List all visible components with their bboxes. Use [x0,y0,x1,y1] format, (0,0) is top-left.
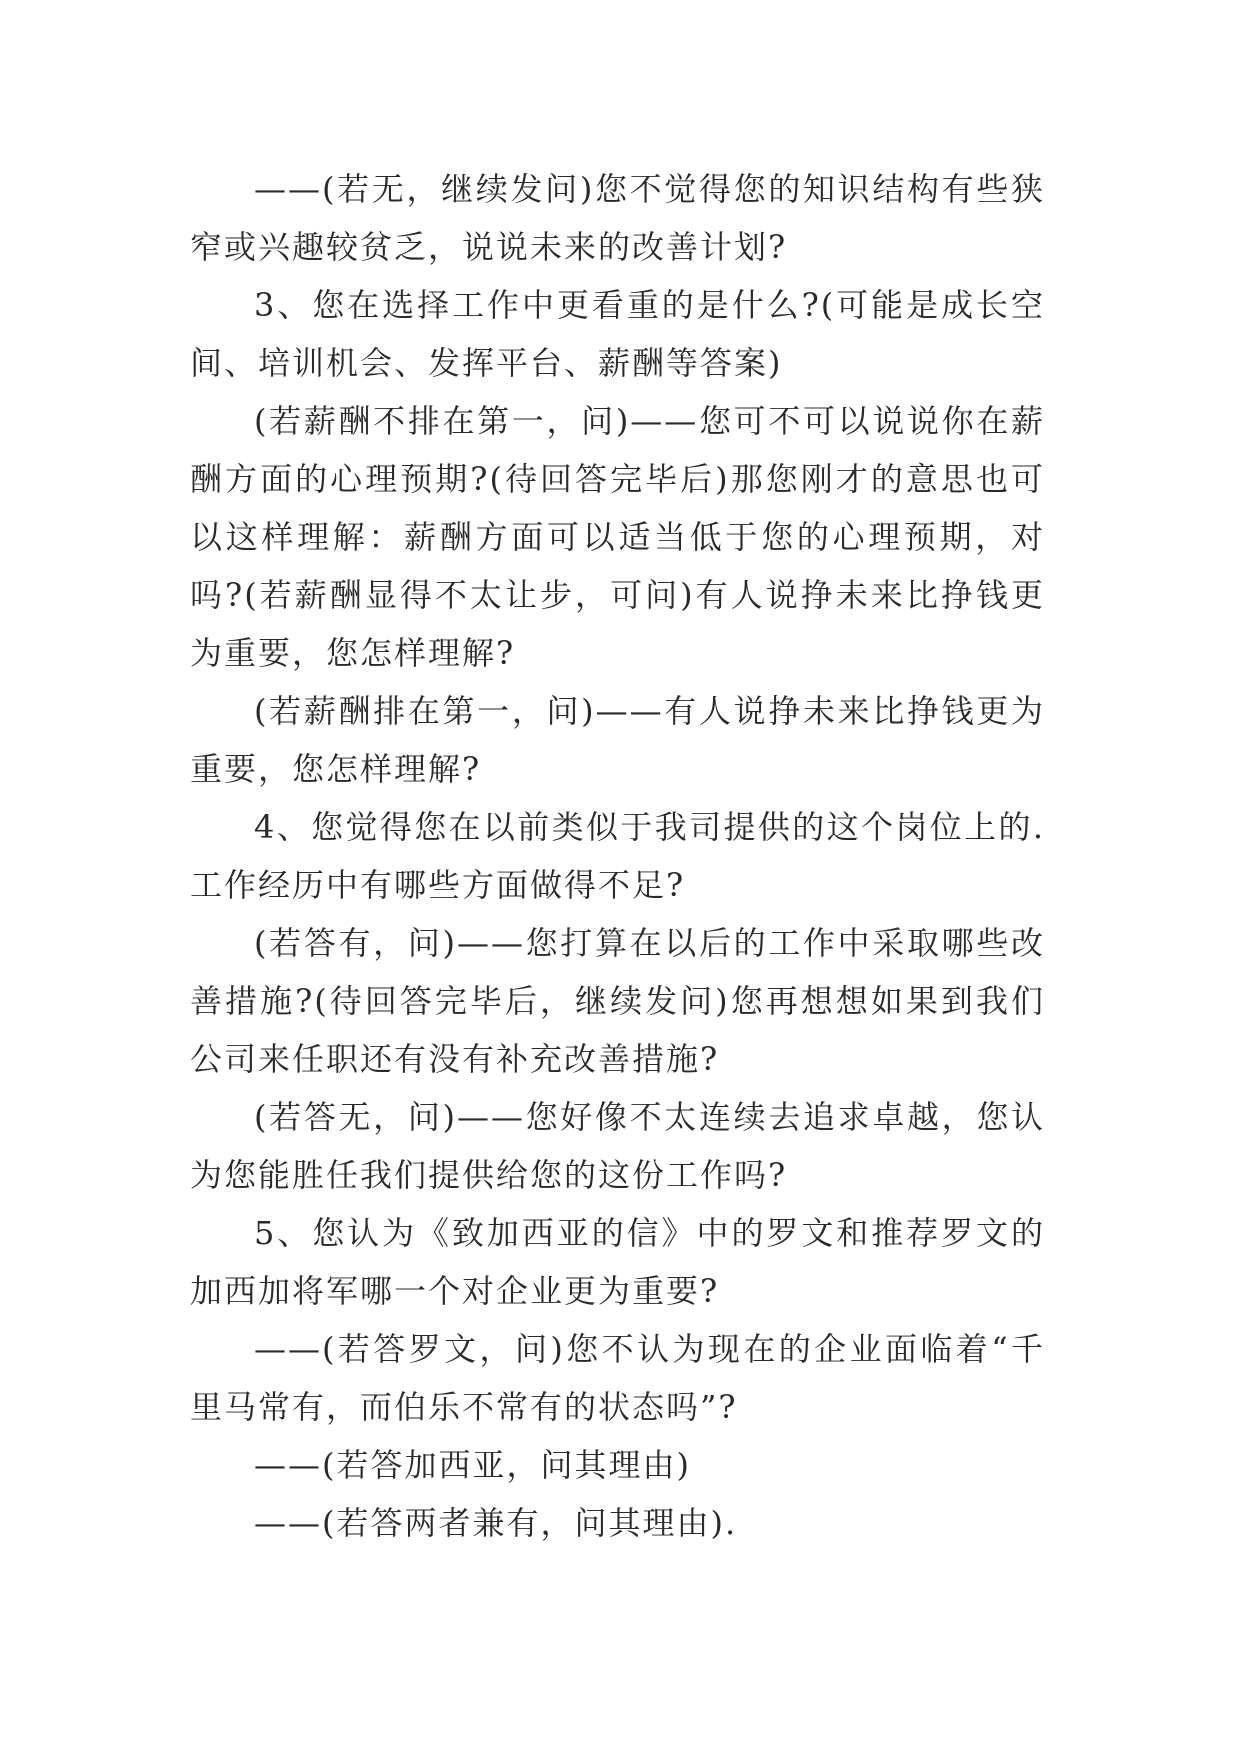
paragraph-4: (若薪酬排在第一，问)——有人说挣未来比挣钱更为重要，您怎样理解? [190,692,1045,788]
paragraph-3: (若薪酬不排在第一，问)——您可不可以说说你在薪酬方面的心理预期?(待回答完毕后)那您刚才的意思也可以这样理解：薪酬方面可以适当低于您的心理预期，对吗?(若薪酬显得不太让步，可问)有人说挣未来比挣钱更为重要，您怎样理解? [190,402,1045,672]
paragraph-7: (若答无，问)——您好像不太连续去追求卓越，您认为您能胜任我们提供给您的这份工作吗? [190,1098,1045,1194]
paragraph-2: 3、您在选择工作中更看重的是什么?(可能是成长空间、培训机会、发挥平台、薪酬等答案) [190,286,1045,382]
document-body [190,160,1045,1552]
paragraph-5: 4、您觉得您在以前类似于我司提供的这个岗位上的.工作经历中有哪些方面做得不足? [190,808,1045,904]
paragraph-8: 5、您认为《致加西亚的信》中的罗文和推荐罗文的加西加将军哪一个对企业更为重要? [190,1214,1045,1310]
paragraph-6: (若答有，问)——您打算在以后的工作中采取哪些改善措施?(待回答完毕后，继续发问)您再想想如果到我们公司来任职还有没有补充改善措施? [190,924,1045,1078]
paragraph-11: ——(若答两者兼有，问其理由). [254,1504,738,1542]
paragraph-1: ——(若无，继续发问)您不觉得您的知识结构有些狭窄或兴趣较贫乏，说说未来的改善计划? [190,170,1045,266]
paragraph-10: ——(若答加西亚，问其理由) [254,1446,691,1484]
paragraph-9: ——(若答罗文，问)您不认为现在的企业面临着“千里马常有，而伯乐不常有的状态吗”? [190,1330,1045,1426]
